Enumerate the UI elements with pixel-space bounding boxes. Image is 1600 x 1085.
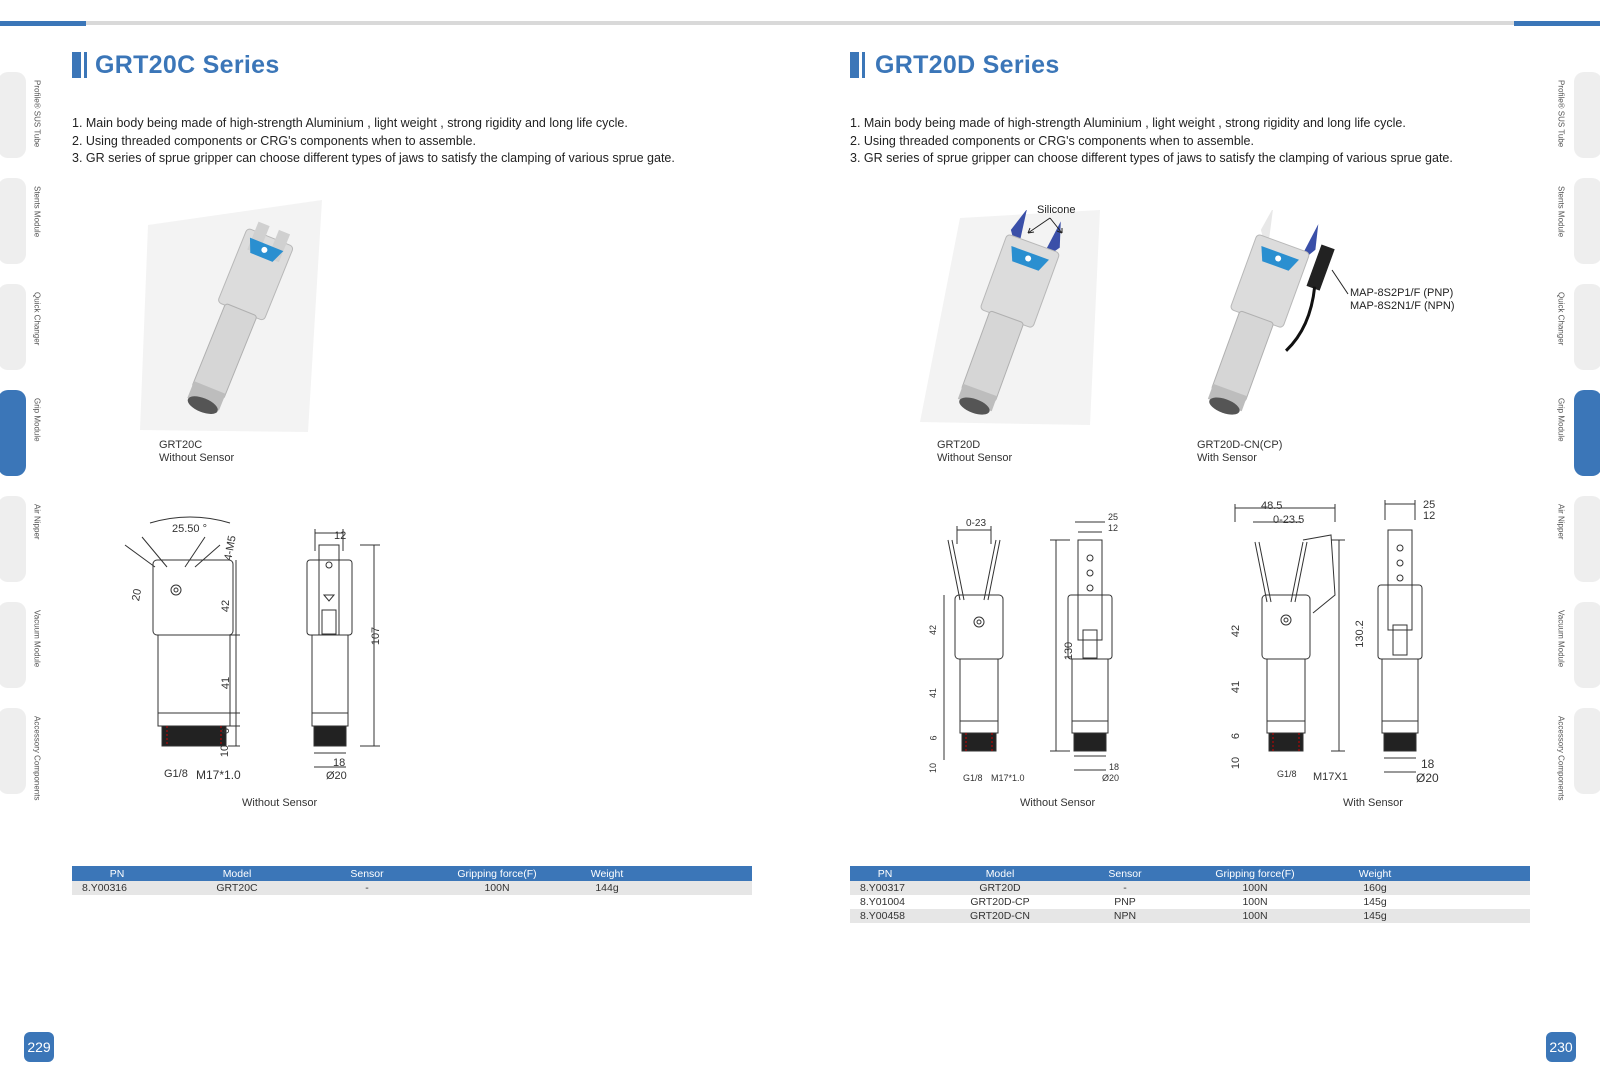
technical-drawing-grt20d bbox=[930, 510, 1160, 790]
feature-item: 3. GR series of sprue gripper can choose different types of jaws to satisfy the clamping of various sprue gate. bbox=[72, 151, 675, 165]
title-marker bbox=[850, 52, 859, 78]
col-sensor: Sensor bbox=[312, 866, 422, 881]
right-tab-label: Profile® SUS Tube bbox=[1556, 80, 1566, 148]
dim-label: 6 bbox=[220, 727, 233, 735]
dim-label: 12 bbox=[1423, 510, 1436, 522]
right-tab-label: Vacuum Module bbox=[1556, 610, 1566, 668]
dim-label: M17X1 bbox=[1313, 771, 1348, 783]
col-model: Model bbox=[162, 866, 312, 881]
dim-label: 18 bbox=[333, 757, 346, 769]
col-sensor: Sensor bbox=[1080, 866, 1170, 881]
dim-label: M17*1.0 bbox=[196, 768, 241, 782]
dim-label: 18 bbox=[1109, 762, 1120, 772]
dim-label: 6 bbox=[1230, 732, 1243, 740]
right-tab-label: Quick Changer bbox=[1556, 292, 1566, 346]
right-tab-label: Air Nipper bbox=[1556, 504, 1566, 540]
product-photo-grt20c bbox=[140, 200, 330, 440]
col-force: Gripping force(F) bbox=[422, 866, 572, 881]
left-tab-label: Grip Module bbox=[32, 398, 42, 442]
product-caption bbox=[1197, 439, 1282, 465]
left-tab-label: Accessory Components bbox=[32, 716, 42, 801]
cell-pn: 8.Y00317 bbox=[850, 881, 920, 895]
cell-pn: 8.Y01004 bbox=[850, 895, 920, 909]
table-row bbox=[72, 881, 752, 895]
feature-item: 1. Main body being made of high-strength Aluminium , light weight , strong rigidity and long life cycle. bbox=[850, 116, 1406, 130]
dim-label: 0-23.5 bbox=[1273, 514, 1305, 526]
cell-pn: 8.Y00458 bbox=[850, 909, 920, 923]
left-tab-label: Air Nipper bbox=[32, 504, 42, 540]
title-marker bbox=[72, 52, 81, 78]
cell-model: GRT20D bbox=[920, 881, 1080, 895]
product-caption bbox=[159, 439, 234, 465]
drawing-caption: Without Sensor bbox=[1020, 797, 1096, 809]
left-tab-label: Vacuum Module bbox=[32, 610, 42, 668]
feature-list bbox=[850, 115, 1453, 168]
left-tab-label: Quick Changer bbox=[32, 292, 42, 346]
col-model: Model bbox=[920, 866, 1080, 881]
cell-sensor: NPN bbox=[1080, 909, 1170, 923]
cell-weight: 160g bbox=[1340, 881, 1410, 895]
product-desc: Without Sensor bbox=[159, 452, 235, 464]
right-tab-label: Stents Module bbox=[1556, 186, 1566, 238]
feature-item: 2. Using threaded components or CRG's components when to assemble. bbox=[850, 133, 1254, 148]
dim-label: 42 bbox=[928, 624, 939, 636]
top-accent-left bbox=[0, 21, 86, 26]
sensor-label-npn: MAP-8S2N1/F (NPN) bbox=[1350, 300, 1455, 312]
cell-force: 100N bbox=[1170, 895, 1340, 909]
col-pn: PN bbox=[72, 866, 162, 881]
spec-table-grt20c bbox=[72, 866, 752, 895]
right-tab-stents-module[interactable] bbox=[1574, 178, 1600, 264]
dim-label: G1/8 bbox=[1277, 769, 1297, 779]
cell-model: GRT20D-CP bbox=[920, 895, 1080, 909]
right-tab-grip-module[interactable] bbox=[1574, 390, 1600, 476]
top-accent-right bbox=[1514, 21, 1600, 26]
cell-sensor: - bbox=[312, 881, 422, 895]
feature-list bbox=[72, 115, 675, 168]
dim-label: Ø20 bbox=[326, 770, 347, 782]
col-weight: Weight bbox=[1340, 866, 1410, 881]
col-pn: PN bbox=[850, 866, 920, 881]
product-model: GRT20D bbox=[937, 439, 981, 451]
top-rule bbox=[0, 21, 1600, 25]
cell-force: 100N bbox=[1170, 881, 1340, 895]
dim-label: Ø20 bbox=[1102, 773, 1120, 783]
feature-item: 3. GR series of sprue gripper can choose different types of jaws to satisfy the clamping of various sprue gate. bbox=[850, 151, 1453, 165]
drawing-caption: Without Sensor bbox=[242, 797, 318, 809]
col-weight: Weight bbox=[572, 866, 642, 881]
dim-label: 0-23 bbox=[966, 518, 987, 529]
dim-label: 12 bbox=[334, 530, 347, 542]
table-row bbox=[850, 909, 1530, 923]
sensor-label-pnp: MAP-8S2P1/F (PNP) bbox=[1350, 287, 1454, 299]
silicone-arrows bbox=[1020, 215, 1080, 245]
cell-sensor: - bbox=[1080, 881, 1170, 895]
dim-label: 41 bbox=[220, 676, 233, 690]
technical-drawing-grt20c bbox=[110, 515, 400, 790]
right-tab-quick-changer[interactable] bbox=[1574, 284, 1600, 370]
right-tab-label: Grip Module bbox=[1556, 398, 1566, 442]
dim-label: 18 bbox=[1421, 757, 1435, 771]
right-tab-air-nipper[interactable] bbox=[1574, 496, 1600, 582]
right-tab-vacuum-module[interactable] bbox=[1574, 602, 1600, 688]
product-model: GRT20C bbox=[159, 439, 203, 451]
dim-label: 42 bbox=[1230, 624, 1243, 638]
page-number: 229 bbox=[24, 1032, 54, 1062]
cell-force: 100N bbox=[422, 881, 572, 895]
title-marker bbox=[84, 52, 87, 78]
dim-label: 130.2 bbox=[1353, 620, 1366, 648]
table-row bbox=[850, 895, 1530, 909]
silicone-label: Silicone bbox=[1037, 204, 1076, 216]
product-photo-grt20d-cn bbox=[1180, 210, 1345, 435]
dim-label: 20 bbox=[130, 587, 145, 603]
dim-label: 25 bbox=[1108, 512, 1119, 522]
dim-label: 6 bbox=[928, 735, 939, 741]
product-desc: With Sensor bbox=[1197, 452, 1257, 464]
product-desc: Without Sensor bbox=[937, 452, 1013, 464]
dim-label: G1/8 bbox=[963, 773, 983, 783]
cell-sensor: PNP bbox=[1080, 895, 1170, 909]
dim-label: 10 bbox=[928, 762, 939, 774]
right-tab-label: Accessory Components bbox=[1556, 716, 1566, 801]
page-title: GRT20C Series bbox=[95, 51, 280, 79]
title-marker bbox=[862, 52, 865, 78]
cell-pn: 8.Y00316 bbox=[72, 881, 162, 895]
col-force: Gripping force(F) bbox=[1170, 866, 1340, 881]
cell-weight: 145g bbox=[1340, 909, 1410, 923]
right-tab-profile-sus-tube[interactable] bbox=[1574, 72, 1600, 158]
dim-label: 130 bbox=[1063, 641, 1076, 661]
dim-label: 25.50 ° bbox=[172, 523, 207, 535]
table-row bbox=[850, 881, 1530, 895]
feature-item: 2. Using threaded components or CRG's components when to assemble. bbox=[72, 133, 476, 148]
dim-label: 107 bbox=[370, 626, 383, 646]
drawing-caption: With Sensor bbox=[1343, 797, 1403, 809]
cell-model: GRT20D-CN bbox=[920, 909, 1080, 923]
feature-item: 1. Main body being made of high-strength Aluminium , light weight , strong rigidity and long life cycle. bbox=[72, 116, 628, 130]
left-tab-label: Profile® SUS Tube bbox=[32, 80, 42, 148]
page-number: 230 bbox=[1546, 1032, 1576, 1062]
dim-label: 4-M5 bbox=[222, 534, 239, 562]
technical-drawing-grt20d-cn bbox=[1225, 500, 1455, 790]
left-tab-label: Stents Module bbox=[32, 186, 42, 238]
dim-label: 25 bbox=[1423, 499, 1436, 511]
dim-label: Ø20 bbox=[1416, 771, 1439, 785]
dim-label: 41 bbox=[928, 687, 939, 699]
cell-force: 100N bbox=[1170, 909, 1340, 923]
dim-label: G1/8 bbox=[164, 768, 188, 780]
product-caption bbox=[937, 439, 1012, 465]
dim-label: 41 bbox=[1230, 680, 1243, 694]
dim-label: M17*1.0 bbox=[991, 773, 1025, 783]
dim-label: 10 bbox=[219, 744, 232, 758]
dim-label: 42 bbox=[220, 599, 233, 613]
cell-weight: 144g bbox=[572, 881, 642, 895]
cell-weight: 145g bbox=[1340, 895, 1410, 909]
product-model: GRT20D-CN(CP) bbox=[1197, 439, 1283, 451]
dim-label: 10 bbox=[1230, 756, 1243, 770]
table-header-row bbox=[72, 866, 752, 881]
dim-label: 12 bbox=[1108, 523, 1119, 533]
right-tab-accessory-components[interactable] bbox=[1574, 708, 1600, 794]
sensor-leader-line bbox=[1330, 268, 1350, 298]
page-title: GRT20D Series bbox=[875, 51, 1060, 79]
dim-label: 48.5 bbox=[1261, 500, 1283, 512]
spec-table-grt20d bbox=[850, 866, 1530, 923]
table-header-row bbox=[850, 866, 1530, 881]
cell-model: GRT20C bbox=[162, 881, 312, 895]
